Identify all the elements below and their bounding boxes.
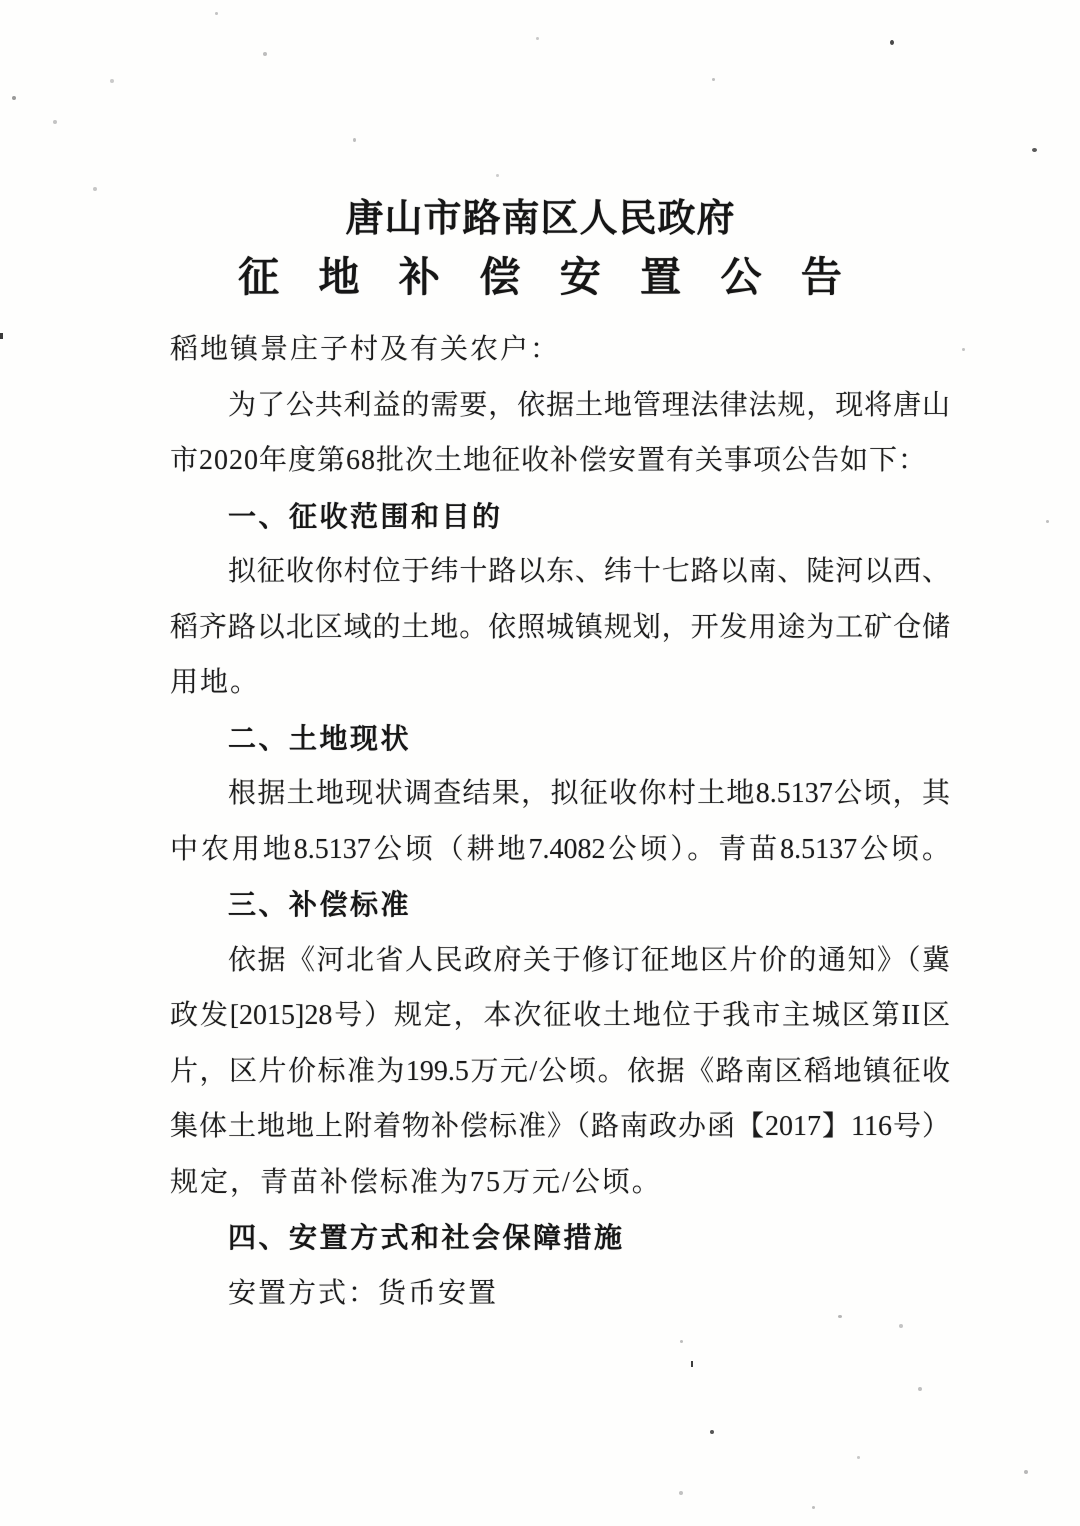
section-2-line-1: 根据土地现状调查结果，拟征收你村土地8.5137公顷，其	[228, 778, 950, 809]
scan-speck	[496, 174, 499, 177]
scan-speck	[215, 12, 218, 15]
intro-line-1: 为了公共利益的需要，依据土地管理法律法规，现将唐山	[228, 389, 950, 421]
section-1-line-3: 用地。	[170, 667, 261, 698]
scan-speck	[1032, 148, 1037, 152]
salutation-line: 稻地镇景庄子村及有关农户：	[170, 334, 561, 365]
scan-speck	[263, 52, 267, 56]
scan-speck	[890, 40, 894, 45]
scan-speck	[536, 37, 539, 40]
scan-speck	[691, 1361, 693, 1367]
scan-speck	[812, 1506, 815, 1509]
scan-speck	[918, 1387, 922, 1391]
section-2-line-2: 中农用地8.5137公顷（耕地7.4082公顷）。青苗8.5137公顷。	[170, 833, 950, 865]
section-3-line-4: 集体土地地上附着物补偿标准》（路南政办函【2017】116号）	[170, 1111, 950, 1142]
scan-speck	[712, 78, 715, 81]
section-3-line-2: 政发[2015]28号）规定，本次征收土地位于我市主城区第II区	[170, 1000, 950, 1031]
section-4-heading: 四、安置方式和社会保障措施	[228, 1222, 625, 1253]
scan-speck	[353, 138, 356, 142]
section-1-line-1: 拟征收你村位于纬十路以东、纬十七路以南、陡河以西、	[228, 556, 950, 587]
scan-speck	[1046, 520, 1049, 523]
scan-speck	[838, 1315, 842, 1318]
scan-speck	[1024, 1470, 1028, 1474]
scan-speck	[0, 333, 3, 339]
scan-speck	[899, 1324, 903, 1328]
scan-speck	[93, 187, 97, 191]
scan-speck	[12, 96, 16, 100]
resettlement-method-line: 安置方式：货币安置	[228, 1277, 499, 1309]
scan-speck	[962, 348, 965, 351]
section-1-line-2: 稻齐路以北区域的土地。依照城镇规划，开发用途为工矿仓储	[170, 611, 950, 643]
section-3-line-3: 片，区片价标准为199.5万元/公顷。依据《路南区稻地镇征收	[170, 1055, 950, 1087]
section-3-line-1: 依据《河北省人民政府关于修订征地区片价的通知》（冀	[228, 944, 950, 976]
scan-speck	[53, 120, 57, 124]
section-2-heading: 二、土地现状	[228, 722, 412, 754]
scan-speck	[857, 1456, 860, 1459]
section-1-heading: 一、征收范围和目的	[228, 500, 503, 532]
section-3-heading: 三、补偿标准	[228, 889, 412, 920]
page-title: 唐山市路南区人民政府	[345, 198, 736, 240]
scan-speck	[110, 79, 114, 83]
intro-line-2: 市2020年度第68批次土地征收补偿安置有关事项公告如下：	[170, 445, 928, 476]
notice-body	[170, 322, 950, 1321]
scan-speck	[680, 1340, 683, 1343]
page-subtitle: 征 地 补 偿 安 置 公 告	[238, 254, 856, 300]
scan-speck	[679, 1491, 683, 1495]
section-3-line-5: 规定，青苗补偿标准为75万元/公顷。	[170, 1166, 662, 1198]
scan-speck	[710, 1430, 714, 1434]
